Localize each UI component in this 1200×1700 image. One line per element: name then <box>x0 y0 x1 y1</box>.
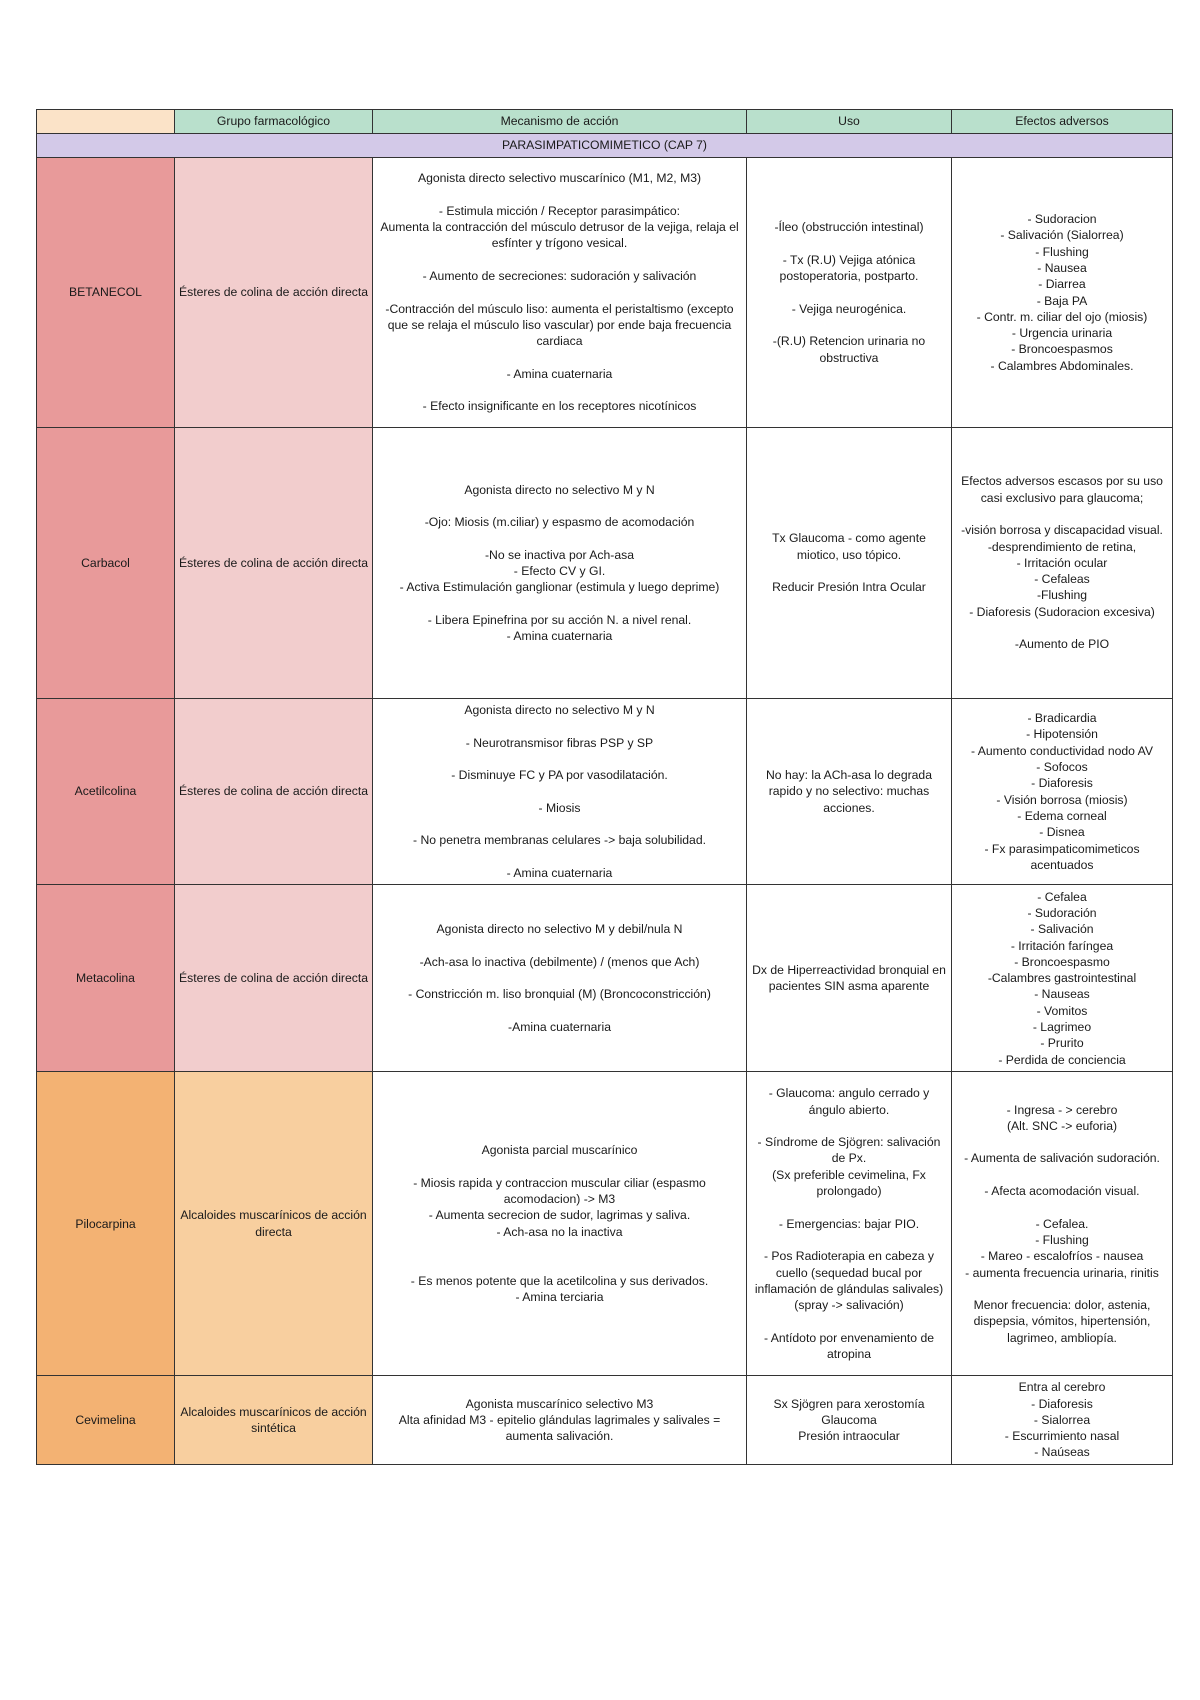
drug-name: Pilocarpina <box>37 1072 175 1376</box>
table-row-pilocarpina <box>37 1072 1173 1376</box>
pharmacology-table <box>36 109 1173 1465</box>
use-cell: Dx de Hiperreactividad bronquial en pacientes SIN asma aparente <box>747 885 952 1072</box>
use-cell: Tx Glaucoma - como agente miotico, uso tópico. Reducir Presión Intra Ocular <box>747 428 952 699</box>
mechanism-cell: Agonista directo selectivo muscarínico (M1, M2, M3) - Estimula micción / Receptor parasimpático: Aumenta la contracción del músculo detrusor de la vejiga, relaja el esfínter y trígono vesical. - Aumento de secreciones: sudoración y salivación -Contracción del músculo liso: aumenta el peristaltismo (excepto que se relaja el músculo liso vascular) por ende baja frecuencia cardiaca - Amina cuaternaria - Efecto insignificante en los receptores nicotínicos <box>373 158 747 428</box>
adverse-cell: - Sudoracion - Salivación (Sialorrea) - Flushing - Nausea - Diarrea - Baja PA - Contr. m. ciliar del ojo (miosis) - Urgencia urinaria - Broncoespasmos - Calambres Abdominales. <box>952 158 1173 428</box>
mechanism-cell: Agonista parcial muscarínico - Miosis rapida y contraccion muscular ciliar (espasmo acomodacion) -> M3 - Aumenta secrecion de sudor, lagrimas y saliva. - Ach-asa no la inactiva - Es menos potente que la acetilcolina y sus derivados. - Amina terciaria <box>373 1072 747 1376</box>
use-cell: - Glaucoma: angulo cerrado y ángulo abierto. - Síndrome de Sjögren: salivación de Px. (Sx preferible cevimelina, Fx prolongado) - Emergencias: bajar PIO. - Pos Radioterapia en cabeza y cuello (sequedad bucal por inflamación de glándulas salivales) (spray -> salivación) - Antídoto por envenamiento de atropina <box>747 1072 952 1376</box>
use-cell: No hay: la ACh-asa lo degrada rapido y no selectivo: muchas acciones. <box>747 699 952 885</box>
header-efectos: Efectos adversos <box>952 110 1173 134</box>
header-grupo: Grupo farmacológico <box>175 110 373 134</box>
adverse-cell: Efectos adversos escasos por su uso casi exclusivo para glaucoma; -visión borrosa y discapacidad visual. -desprendimiento de retina, - Irritación ocular - Cefaleas -Flushing - Diaforesis (Sudoracion excesiva) -Aumento de PIO <box>952 428 1173 699</box>
mechanism-cell: Agonista directo no selectivo M y N -Ojo: Miosis (m.ciliar) y espasmo de acomodación -No se inactiva por Ach-asa - Efecto CV y GI. - Activa Estimulación ganglionar (estimula y luego deprime) - Libera Epinefrina por su acción N. a nivel renal. - Amina cuaternaria <box>373 428 747 699</box>
mechanism-cell: Agonista muscarínico selectivo M3 Alta afinidad M3 - epitelio glándulas lagrimales y salivales = aumenta salivación. <box>373 1376 747 1464</box>
section-row <box>37 134 1173 158</box>
drug-name: BETANECOL <box>37 158 175 428</box>
mechanism-cell: Agonista directo no selectivo M y N - Neurotransmisor fibras PSP y SP - Disminuye FC y PA por vasodilatación. - Miosis - No penetra membranas celulares -> baja solubilidad. - Amina cuaternaria <box>373 699 747 885</box>
header-row <box>37 110 1173 134</box>
group-cell: Ésteres de colina de acción directa <box>175 158 373 428</box>
header-mecanismo: Mecanismo de acción <box>373 110 747 134</box>
header-corner-cell <box>37 110 175 134</box>
header-uso: Uso <box>747 110 952 134</box>
section-title: PARASIMPATICOMIMETICO (CAP 7) <box>37 134 1173 158</box>
adverse-cell: Entra al cerebro - Diaforesis - Sialorrea - Escurrimiento nasal - Naúseas <box>952 1376 1173 1464</box>
table-row-carbacol <box>37 428 1173 699</box>
mechanism-cell: Agonista directo no selectivo M y debil/nula N -Ach-asa lo inactiva (debilmente) / (menos que Ach) - Constricción m. liso bronquial (M) (Broncoconstricción) -Amina cuaternaria <box>373 885 747 1072</box>
adverse-cell: - Bradicardia - Hipotensión - Aumento conductividad nodo AV - Sofocos - Diaforesis - Visión borrosa (miosis) - Edema corneal - Disnea - Fx parasimpaticomimeticos acentuados <box>952 699 1173 885</box>
adverse-cell: - Cefalea - Sudoración - Salivación - Irritación faríngea - Broncoespasmo -Calambres gastrointestinal - Nauseas - Vomitos - Lagrimeo - Prurito - Perdida de conciencia <box>952 885 1173 1072</box>
group-cell: Ésteres de colina de acción directa <box>175 428 373 699</box>
table-row-metacolina <box>37 885 1173 1072</box>
drug-name: Metacolina <box>37 885 175 1072</box>
group-cell: Alcaloides muscarínicos de acción sintética <box>175 1376 373 1464</box>
table-row-acetilcolina <box>37 699 1173 885</box>
table-row-cevimelina <box>37 1376 1173 1464</box>
group-cell: Ésteres de colina de acción directa <box>175 885 373 1072</box>
drug-name: Carbacol <box>37 428 175 699</box>
group-cell: Alcaloides muscarínicos de acción directa <box>175 1072 373 1376</box>
table-row-betanecol <box>37 158 1173 428</box>
drug-name: Acetilcolina <box>37 699 175 885</box>
use-cell: -Íleo (obstrucción intestinal) - Tx (R.U) Vejiga atónica postoperatoria, postparto. - Vejiga neurogénica. -(R.U) Retencion urinaria no obstructiva <box>747 158 952 428</box>
group-cell: Ésteres de colina de acción directa <box>175 699 373 885</box>
use-cell: Sx Sjögren para xerostomía Glaucoma Presión intraocular <box>747 1376 952 1464</box>
drug-name: Cevimelina <box>37 1376 175 1464</box>
adverse-cell: - Ingresa - > cerebro (Alt. SNC -> euforia) - Aumenta de salivación sudoración. - Afecta acomodación visual. - Cefalea. - Flushing - Mareo - escalofríos - nausea - aumenta frecuencia urinaria, rinitis Menor frecuencia: dolor, astenia, dispepsia, vómitos, hipertensión, lagrimeo, ambliopía. <box>952 1072 1173 1376</box>
